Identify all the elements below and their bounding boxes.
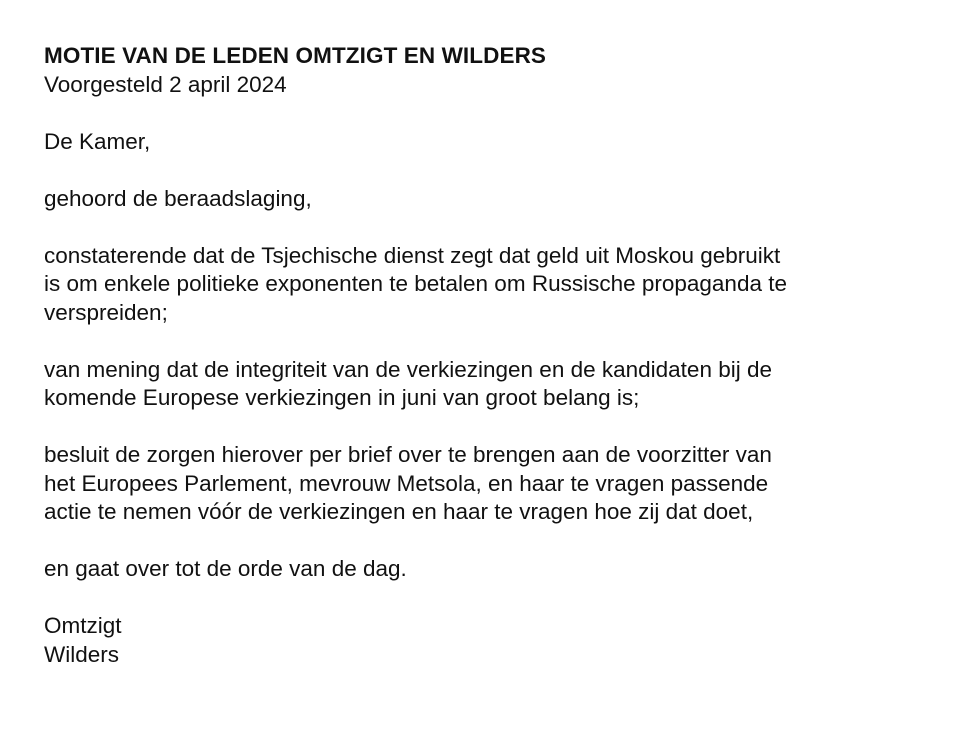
document-title: MOTIE VAN DE LEDEN OMTZIGT EN WILDERS [44, 43, 547, 68]
decision-clause: besluit de zorgen hierover per brief over te brengen aan de voorzitter van het Europees Parlement, mevrouw Metsola, en haar te vragen passende actie te nemen vóór de verkiezingen en haar te vragen hoe zij dat doet, [44, 442, 772, 524]
opinion-clause: van mening dat de integriteit van de verkiezingen en de kandidaten bij de komende Europese verkiezingen in juni van groot belang is; [44, 356, 772, 410]
addressee: De Kamer, [44, 128, 151, 154]
document-date: Voorgesteld 2 april 2024 [44, 71, 287, 97]
signatory-name: Wilders [44, 641, 120, 667]
closing-clause: en gaat over tot de orde van de dag. [44, 556, 407, 581]
preamble-heard: gehoord de beraadslaging, [44, 185, 312, 211]
considering-clause: constaterende dat de Tsjechische dienst zegt dat geld uit Moskou gebruikt is om enkele politieke exponenten te betalen om Russische propaganda te verspreiden; [44, 242, 787, 325]
signatories [44, 612, 924, 669]
motion-document [44, 42, 924, 669]
signatory-name: Omtzigt [44, 613, 122, 638]
